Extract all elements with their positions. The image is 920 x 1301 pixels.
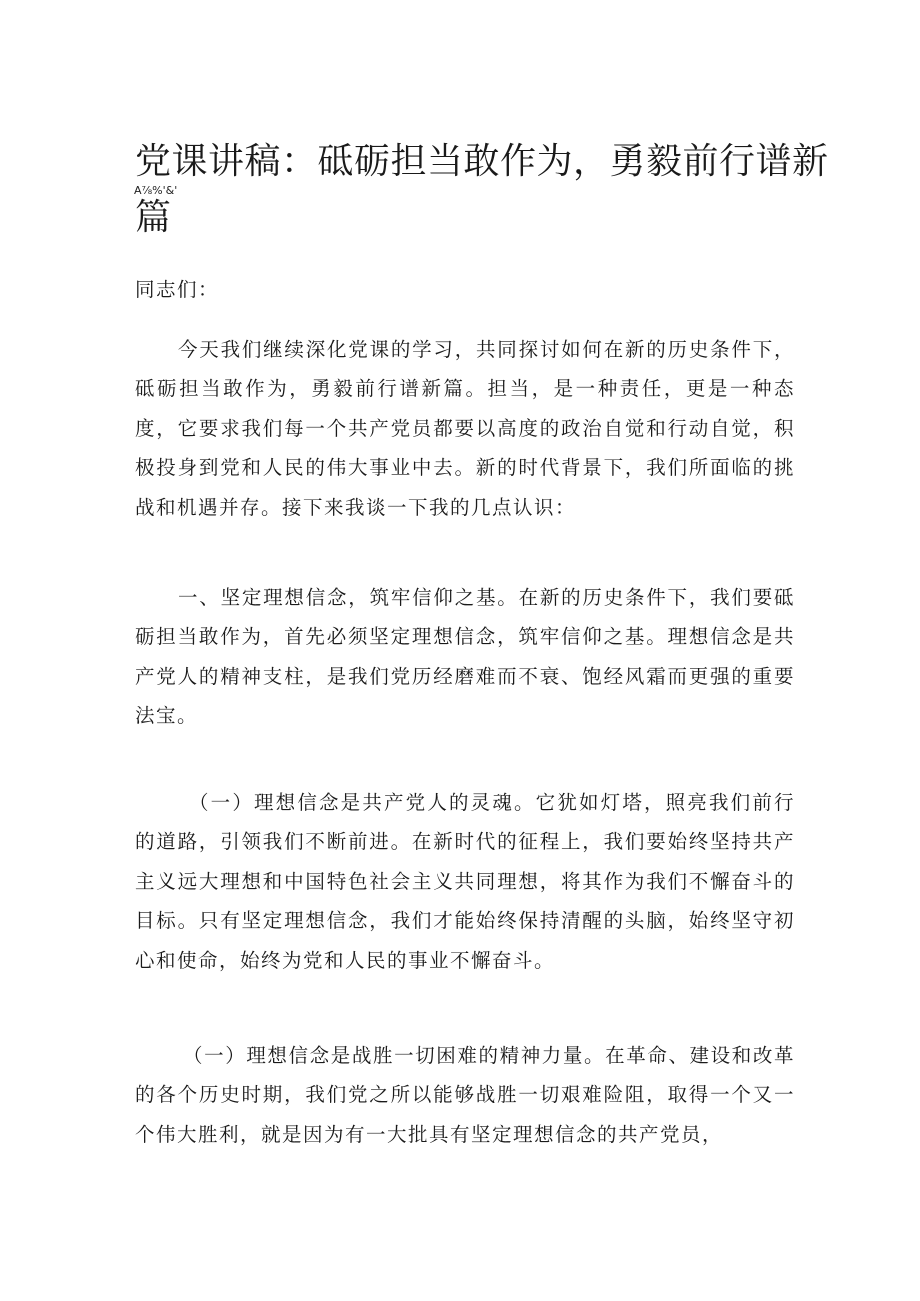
paragraph-subsection-1: （一）理想信念是共产党人的灵魂。它犹如灯塔，照亮我们前行的道路，引领我们不断前进。在新时代的征程上，我们要始终坚持共产主义远大理想和中国特色社会主义共同理想，将其作为我们不懈奋斗的目标。只有坚定理想信念，我们才能始终保持清醒的头脑，始终坚守初心和使命，始终为党和人民的事业不懈奋斗。 <box>135 791 795 972</box>
document-title-line-1: 党课讲稿：砥砺担当敢作为，勇毅前行谱新 <box>135 141 829 182</box>
paragraph-subsection-2: （一）理想信念是战胜一切困难的精神力量。在革命、建设和改革的各个历史时期，我们党之所以能够战胜一切艰难险阻，取得一个又一个伟大胜利，就是因为有一大批具有坚定理想信念的共产党员， <box>135 1044 795 1146</box>
paragraph-section-1: 一、坚定理想信念，筑牢信仰之基。在新的历史条件下，我们要砥砺担当敢作为，首先必须坚定理想信念，筑牢信仰之基。理想信念是共产党人的精神支柱，是我们党历经磨难而不衰、饱经风霜而更强的重要法宝。 <box>135 586 795 728</box>
document-title-line-2: 篇 <box>135 197 172 238</box>
paragraph-intro: 今天我们继续深化党课的学习，共同探讨如何在新的历史条件下，砥砺担当敢作为，勇毅前行谱新篇。担当，是一种责任，更是一种态度，它要求我们每一个共产党员都要以高度的政治自觉和行动自觉，积极投身到党和人民的伟大事业中去。新的时代背景下，我们所面临的挑战和机遇并存。接下来我谈一下我的几点认识： <box>135 338 795 519</box>
title-ocr-artifact: A⅞%'&' <box>134 184 178 197</box>
salutation: 同志们： <box>135 278 220 301</box>
